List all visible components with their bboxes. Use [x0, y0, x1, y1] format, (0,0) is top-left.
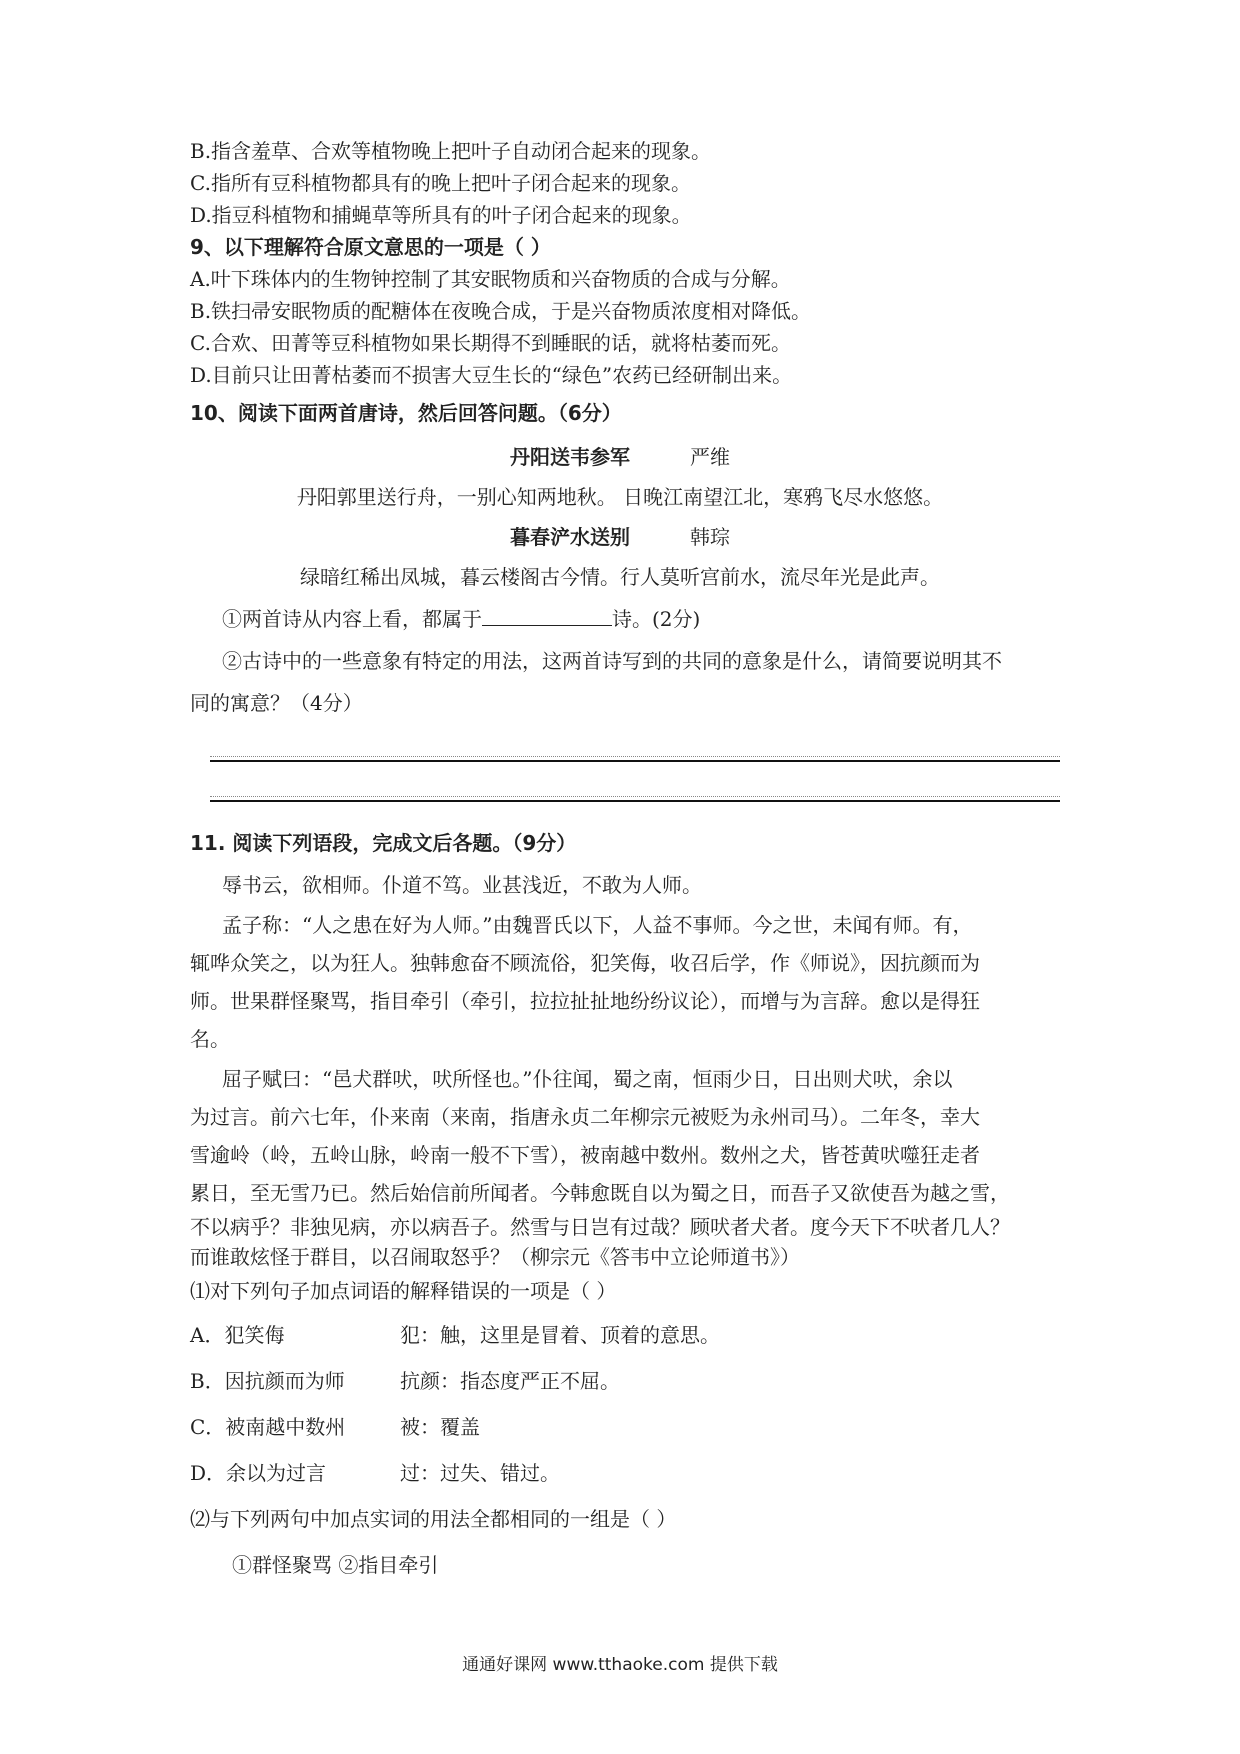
q11-sub2-stem: ⑵与下列两句中加点实词的用法全都相同的一组是（ ） — [190, 1507, 677, 1531]
q11-para1: 辱书云，欲相师。仆道不笃。业甚浅近，不敢为人师。 — [222, 873, 702, 897]
q11-para2-line1: 孟子称：“人之患在好为人师。”由魏晋氏以下，人益不事师。今之世，未闻有师。有， — [222, 913, 973, 937]
q11-sub1-option-c — [190, 1414, 480, 1440]
answer-line-2[interactable] — [210, 800, 1060, 802]
poem2-author: 韩琮 — [690, 525, 730, 549]
q11-para3-line6: 而谁敢炫怪于群目，以召闹取怒乎？（柳宗元《答韦中立论师道书》） — [190, 1245, 800, 1269]
q11-sub1-option-b — [190, 1368, 620, 1394]
q11-para2-line3: 师。世果群怪聚骂，指目牵引（牵引，拉拉扯扯地纷纷议论），而增与为言辞。愈以是得狂 — [190, 989, 980, 1013]
q10-sub2-line2: 同的寓意？（4分） — [190, 691, 363, 715]
option-a-explain: 犯：触，这里是冒着、顶着的意思。 — [400, 1323, 720, 1347]
q9-option-d: D.目前只让田菁枯萎而不损害大豆生长的“绿色”农药已经研制出来。 — [190, 363, 793, 387]
option-d-label: D．余以为过言 — [190, 1461, 327, 1485]
answer-line-1[interactable] — [210, 760, 1060, 762]
poem1-author: 严维 — [690, 445, 730, 469]
q9-option-b: B.铁扫帚安眠物质的配糖体在夜晚合成，于是兴奋物质浓度相对降低。 — [190, 299, 812, 323]
q11-para3-line5: 不以病乎？非独见病，亦以病吾子。然雪与日岂有过哉？顾吠者犬者。度今天下不吠者几人？ — [190, 1215, 1010, 1239]
poem1-text: 丹阳郭里送行舟，一别心知两地秋。 日晚江南望江北，寒鸦飞尽水悠悠。 — [296, 485, 944, 509]
option-d-explain: 过：过失、错过。 — [400, 1461, 560, 1485]
prev-option-d: D.指豆科植物和捕蝇草等所具有的叶子闭合起来的现象。 — [190, 203, 692, 227]
q10-sub1 — [222, 606, 700, 632]
q11-para3-line4: 累日，至无雪乃已。然后始信前所闻者。今韩愈既自以为蜀之日，而吾子又欲使吾为越之雪， — [190, 1181, 1010, 1205]
option-a-label: A．犯笑侮 — [190, 1323, 285, 1347]
prev-option-c: C.指所有豆科植物都具有的晚上把叶子闭合起来的现象。 — [190, 171, 691, 195]
answer-blank[interactable] — [482, 607, 612, 626]
q11-sub1-option-a — [190, 1322, 720, 1348]
q9-option-a: A.叶下珠体内的生物钟控制了其安眠物质和兴奋物质的合成与分解。 — [190, 267, 791, 291]
q11-para3-line2: 为过言。前六七年，仆来南（来南，指唐永贞二年柳宗元被贬为永州司马）。二年冬，幸大 — [190, 1105, 980, 1129]
q11-sub2-items: ①群怪聚骂 ②指目牵引 — [232, 1553, 439, 1577]
poem1-heading — [0, 444, 1240, 470]
poem1-title: 丹阳送韦参军 — [510, 445, 630, 469]
option-b-explain: 抗颜：指态度严正不屈。 — [400, 1369, 620, 1393]
q11-sub1-stem: ⑴对下列句子加点词语的解释错误的一项是（ ） — [190, 1279, 617, 1303]
q9-stem: 9、以下理解符合原文意思的一项是（ ） — [190, 235, 551, 259]
q10-stem: 10、阅读下面两首唐诗，然后回答问题。（6分） — [190, 401, 622, 425]
q9-option-c: C.合欢、田菁等豆科植物如果长期得不到睡眠的话，就将枯萎而死。 — [190, 331, 791, 355]
q11-sub1-option-d — [190, 1460, 560, 1486]
q11-stem: 11. 阅读下列语段，完成文后各题。（9分） — [190, 831, 577, 855]
option-c-explain: 被：覆盖 — [400, 1415, 480, 1439]
poem2-title: 暮春浐水送别 — [510, 525, 630, 549]
page-footer: 通通好课网 www.tthaoke.com 提供下载 — [462, 1655, 778, 1675]
q11-para3-line1: 屈子赋曰：“邑犬群吠，吠所怪也。”仆往闻，蜀之南，恒雨少日，日出则犬吠，余以 — [222, 1067, 953, 1091]
prev-option-b: B.指含羞草、合欢等植物晚上把叶子自动闭合起来的现象。 — [190, 139, 712, 163]
q10-sub2-line1: ②古诗中的一些意象有特定的用法，这两首诗写到的共同的意象是什么，请简要说明其不 — [222, 649, 1002, 673]
poem2-heading — [0, 524, 1240, 550]
q11-para3-line3: 雪逾岭（岭，五岭山脉，岭南一般不下雪），被南越中数州。数州之犬，皆苍黄吠噬狂走者 — [190, 1143, 980, 1167]
q10-sub1-after: 诗。(2分) — [612, 607, 701, 631]
q11-para2-line2: 辄哗众笑之，以为狂人。独韩愈奋不顾流俗，犯笑侮，收召后学，作《师说》，因抗颜而为 — [190, 951, 980, 975]
option-b-label: B．因抗颜而为师 — [190, 1369, 345, 1393]
q11-para2-line4: 名。 — [190, 1027, 230, 1051]
option-c-label: C．被南越中数州 — [190, 1415, 346, 1439]
q10-sub1-before: ①两首诗从内容上看，都属于 — [222, 607, 482, 631]
poem2-text: 绿暗红稀出凤城，暮云楼阁古今情。行人莫听宫前水，流尽年光是此声。 — [300, 565, 940, 589]
